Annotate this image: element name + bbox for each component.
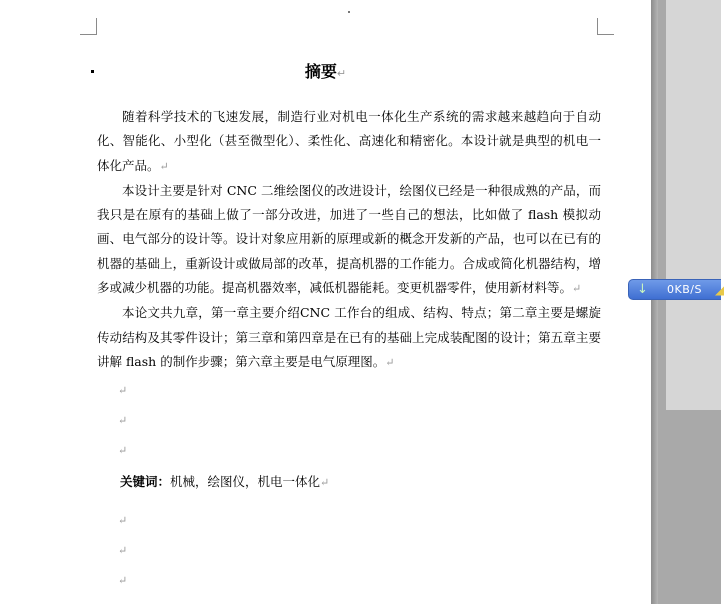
abstract-title-text: 摘要 <box>304 62 337 81</box>
page-shadow <box>651 0 658 604</box>
header-dot <box>348 11 350 13</box>
widget-edge-icon: ◢ <box>715 283 724 297</box>
paragraph-mark: ↵ <box>385 355 395 369</box>
empty-paragraph-mark: ↵ <box>118 414 128 427</box>
download-arrow-icon: ↓ <box>637 282 648 297</box>
paragraph-mark: ↵ <box>572 282 582 296</box>
keywords-line <box>120 472 329 493</box>
empty-paragraph-mark: ↵ <box>118 544 128 557</box>
workspace-panel <box>666 0 721 410</box>
empty-paragraph-mark: ↵ <box>118 574 128 587</box>
paragraph-mark: ↵ <box>159 159 169 173</box>
speed-readout: 0KB/S <box>667 283 702 296</box>
abstract-paragraph: 本论文共九章，第一章主要介绍CNC 工作台的组成、结构、特点；第二章主要是螺旋传动结构及其零件设计；第三章和第四章是在已有的基础上完成装配图的设计；第五章主要讲解 flash 的制作步骤；第六章主要是电气原理图。↵ <box>97 305 601 369</box>
paragraph-mark: ↵ <box>320 476 330 489</box>
top-right-margin-marker <box>597 18 614 35</box>
abstract-body <box>97 105 601 375</box>
abstract-paragraph: 随着科学技术的飞速发展，制造行业对机电一体化生产系统的需求越来越趋向于自动化、智能化、小型化（甚至微型化）、柔性化、高速化和精密化。本设计就是典型的机电一体化产品。↵ <box>97 109 601 173</box>
empty-paragraph-mark: ↵ <box>118 384 128 397</box>
abstract-paragraph: 本设计主要是针对 CNC 二维绘图仪的改进设计，绘图仪已经是一种很成熟的产品，而我只是在原有的基础上做了一部分改进，加进了一些自己的想法，比如做了 flash 模拟动画、电气部分的设计等。设计对象应用新的原理或新的概念开发新的产品，也可以在已有的机器的基础上，重新设计或做局部的改革，提高机器的工作能力。合成或简化机器结构，增多或减少机器的功能。提高机器效率，减低机器能耗。变更机器零件，使用新材料等。↵ <box>97 182 601 296</box>
empty-paragraph-mark: ↵ <box>118 514 128 527</box>
keywords-text: 机械，绘图仪，机电一体化 <box>170 474 321 489</box>
top-left-margin-marker <box>80 18 97 35</box>
empty-paragraph-mark: ↵ <box>118 444 128 457</box>
keywords-label: 关键词： <box>120 474 171 489</box>
paragraph-mark: ↵ <box>336 67 347 80</box>
network-speed-widget[interactable] <box>628 279 724 300</box>
abstract-title <box>0 60 651 86</box>
